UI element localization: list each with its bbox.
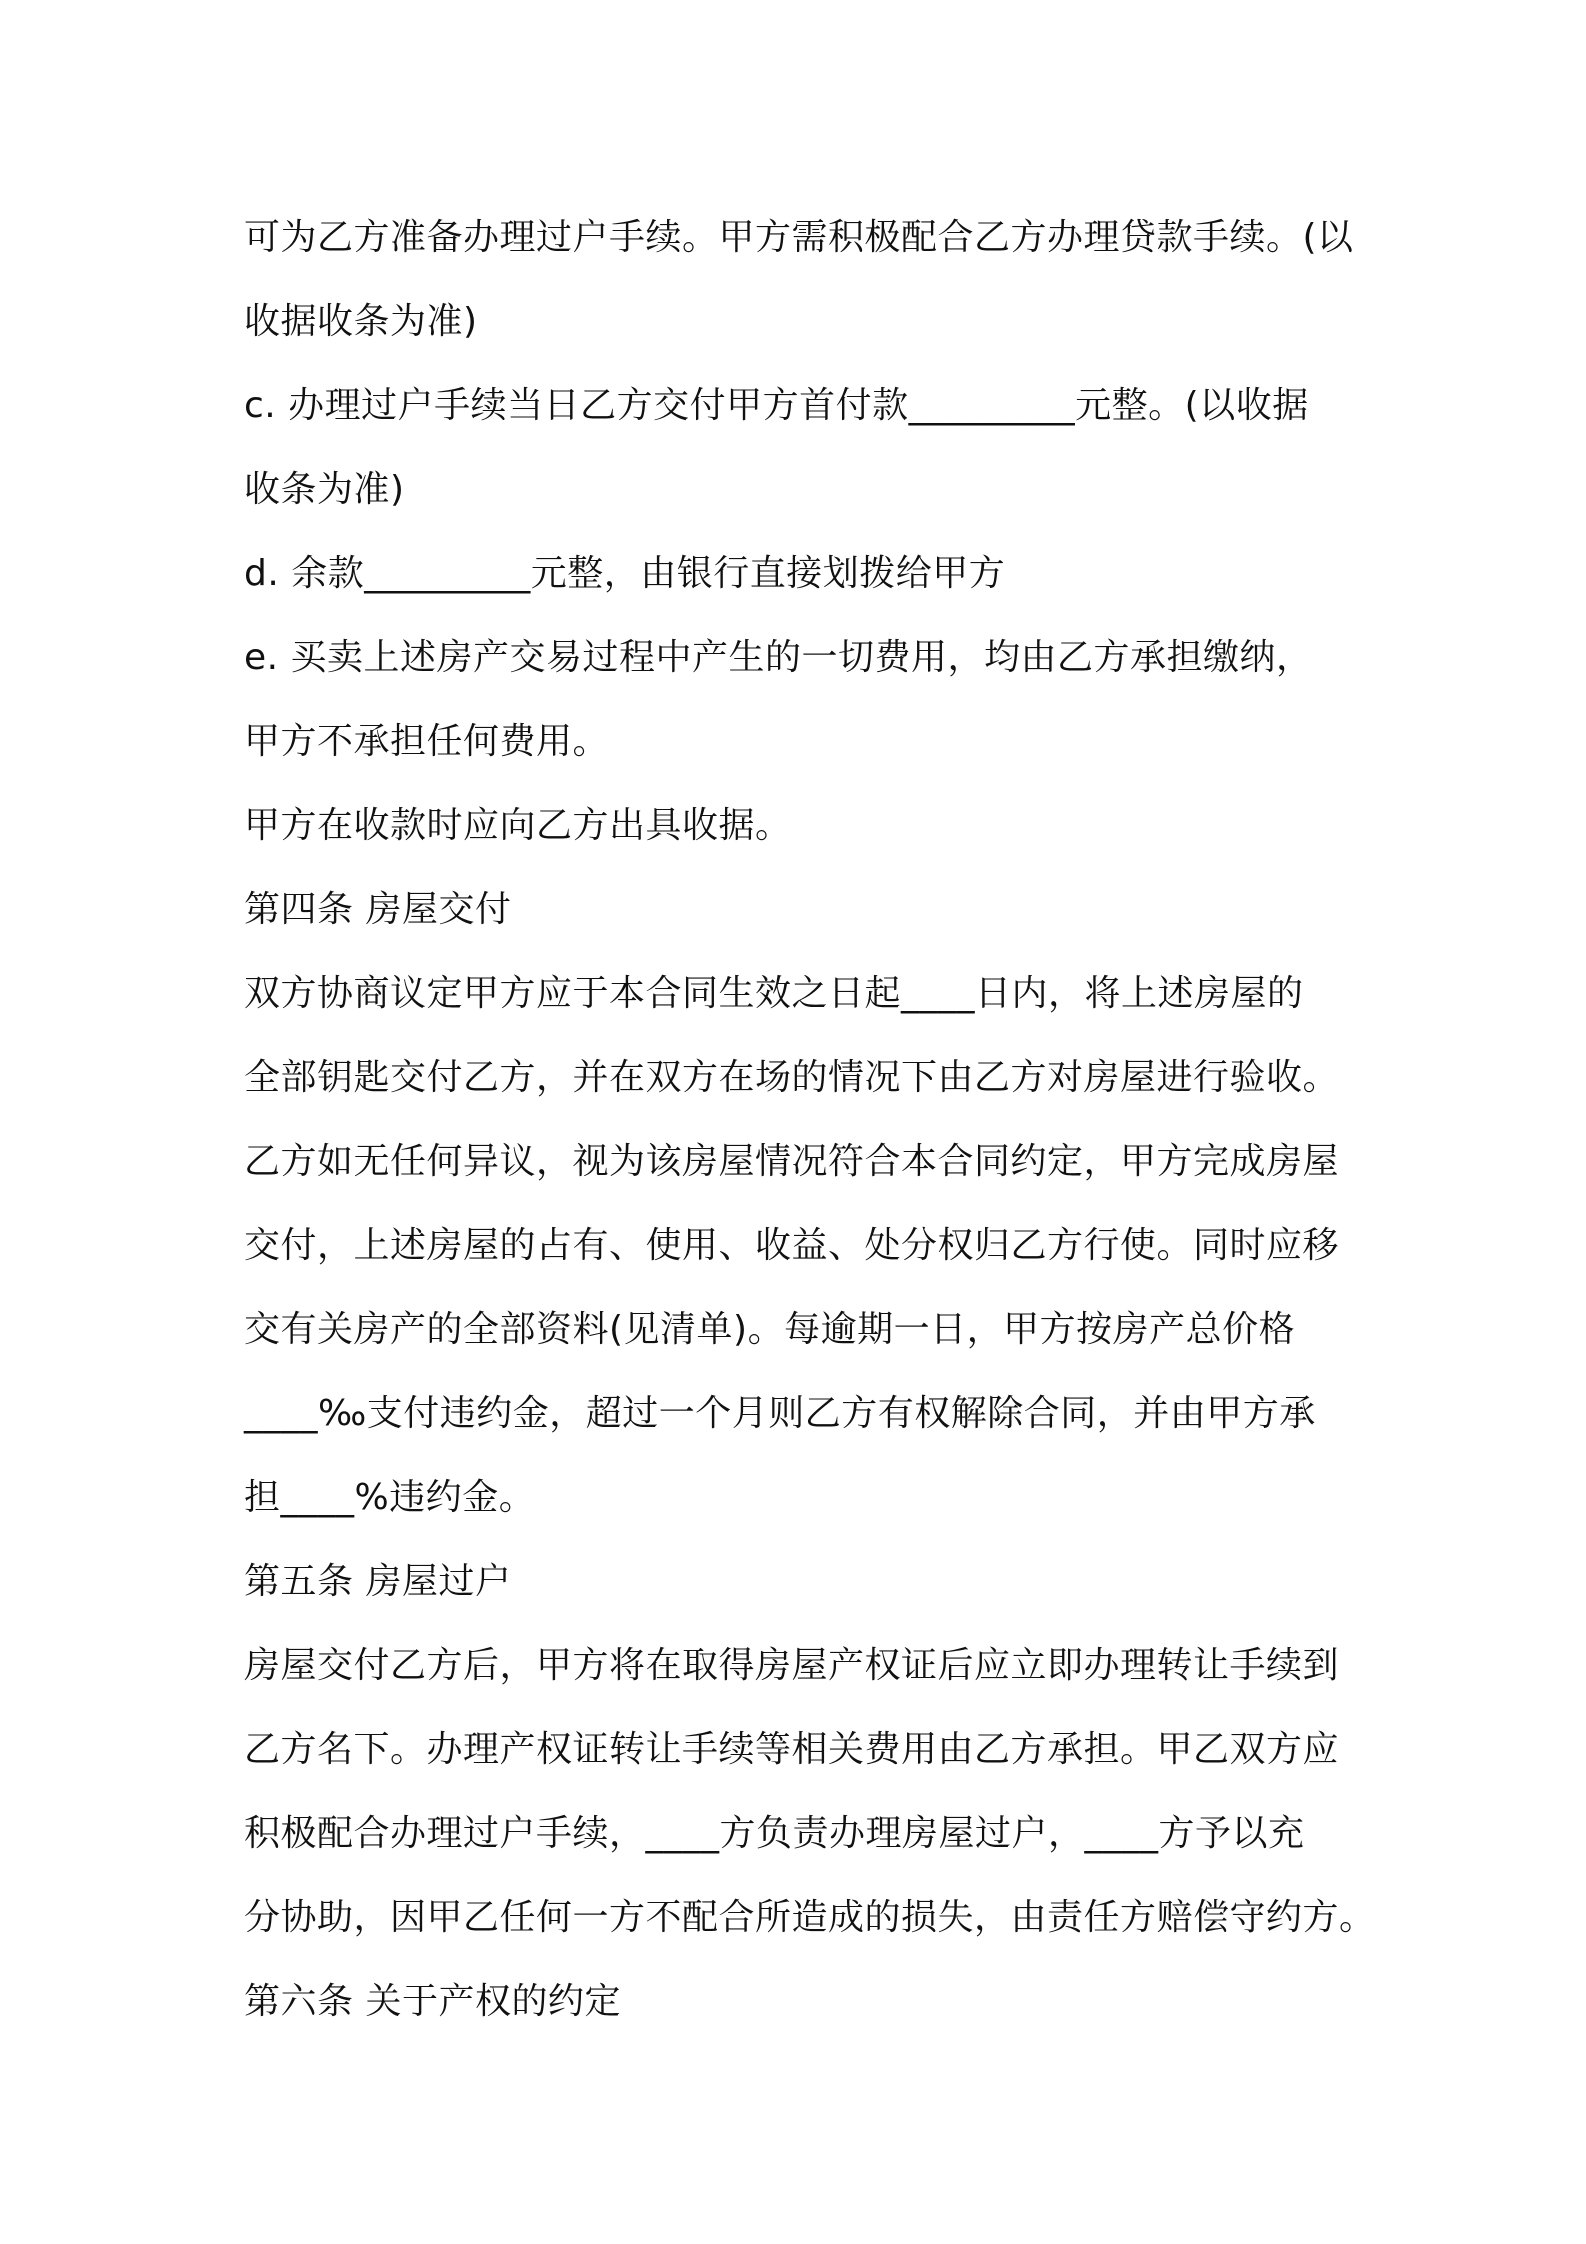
text-line: 全部钥匙交付乙方，并在双方在场的情况下由乙方对房屋进行验收。 (244, 1057, 1340, 1098)
text-line: 乙方名下。办理产权证转让手续等相关费用由乙方承担。甲乙双方应 (244, 1729, 1340, 1770)
text-line: 交有关房产的全部资料(见清单)。每逾期一日，甲方按房产总价格 (244, 1309, 1296, 1350)
clause-c: c. 办理过户手续当日乙方交付甲方首付款_________元整。(以收据 (244, 385, 1309, 426)
text-line: 收据收条为准) (244, 301, 478, 342)
text-line: 交付，上述房屋的占有、使用、收益、处分权归乙方行使。同时应移 (244, 1225, 1340, 1266)
text-line: 积极配合办理过户手续，____方负责办理房屋过户，____方予以充 (244, 1813, 1305, 1854)
article-5-heading: 第五条 房屋过户 (244, 1561, 512, 1602)
text-line: 可为乙方准备办理过户手续。甲方需积极配合乙方办理贷款手续。(以 (244, 217, 1354, 258)
text-line: 担____%违约金。 (244, 1477, 536, 1518)
clause-d: d. 余款_________元整，由银行直接划拨给甲方 (244, 553, 1006, 594)
text-line: 甲方不承担任何费用。 (244, 721, 610, 762)
text-line: 乙方如无任何异议，视为该房屋情况符合本合同约定，甲方完成房屋 (244, 1141, 1340, 1182)
article-4-heading: 第四条 房屋交付 (244, 889, 512, 930)
article-6-heading: 第六条 关于产权的约定 (244, 1981, 621, 2022)
text-line: 双方协商议定甲方应于本合同生效之日起____日内，将上述房屋的 (244, 973, 1304, 1014)
text-line: 甲方在收款时应向乙方出具收据。 (244, 805, 792, 846)
clause-e: e. 买卖上述房产交易过程中产生的一切费用，均由乙方承担缴纳， (244, 637, 1313, 678)
text-line: 收条为准) (244, 469, 405, 510)
text-line: 分协助，因甲乙任何一方不配合所造成的损失，由责任方赔偿守约方。 (244, 1897, 1376, 1938)
text-line: 房屋交付乙方后，甲方将在取得房屋产权证后应立即办理转让手续到 (244, 1645, 1340, 1686)
text-line: ____‰支付违约金，超过一个月则乙方有权解除合同，并由甲方承 (244, 1393, 1316, 1434)
contract-text (244, 196, 1376, 2044)
